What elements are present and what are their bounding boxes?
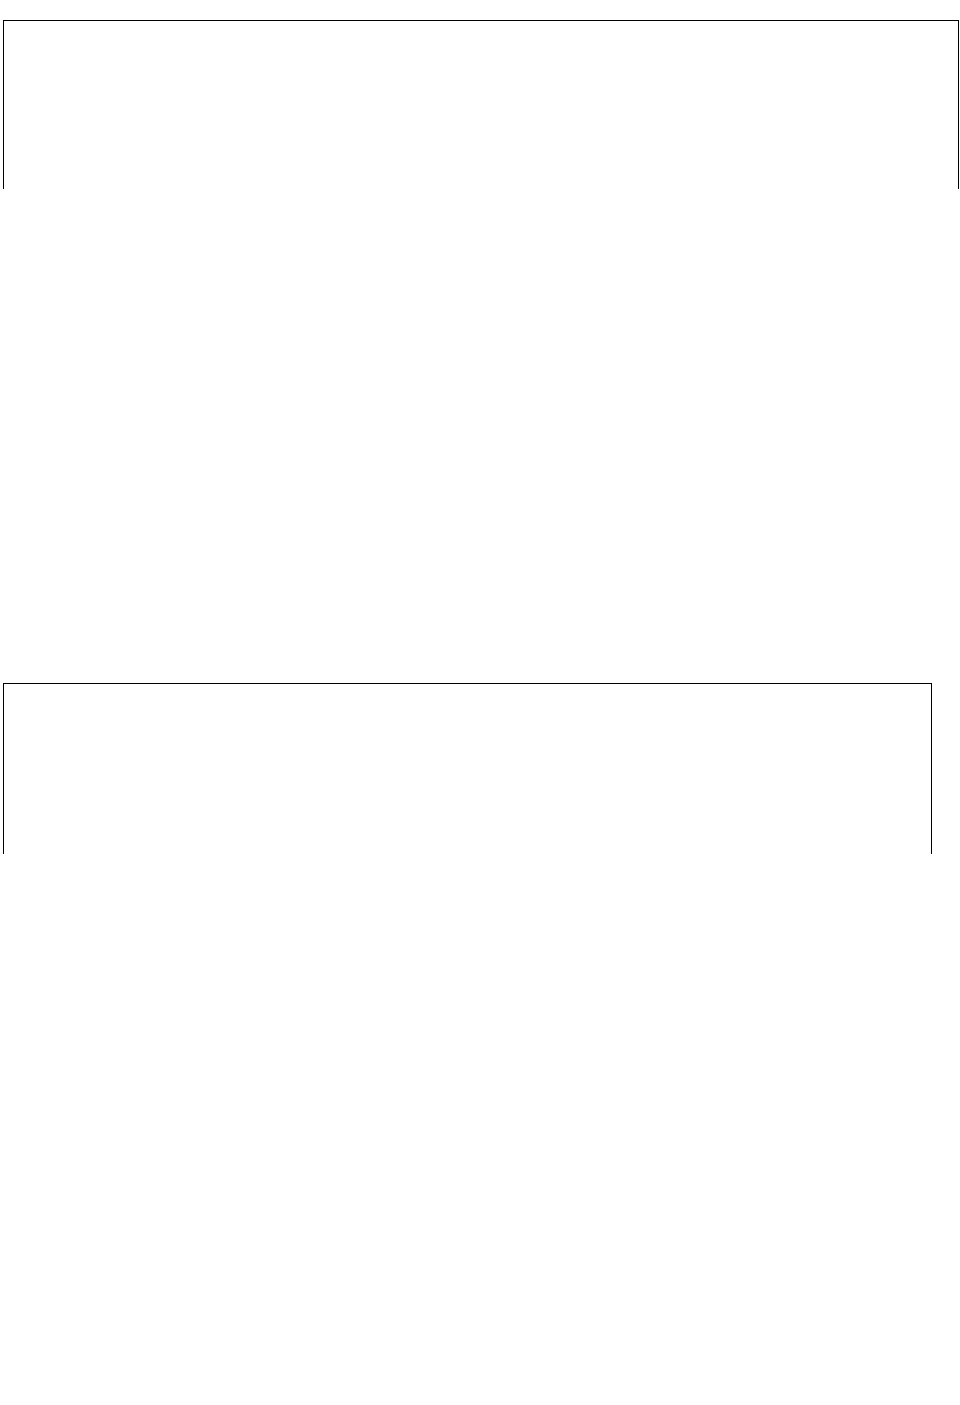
table1-header-frame — [3, 20, 959, 189]
table2-header-frame — [3, 683, 932, 854]
section-heading — [5, 594, 15, 615]
